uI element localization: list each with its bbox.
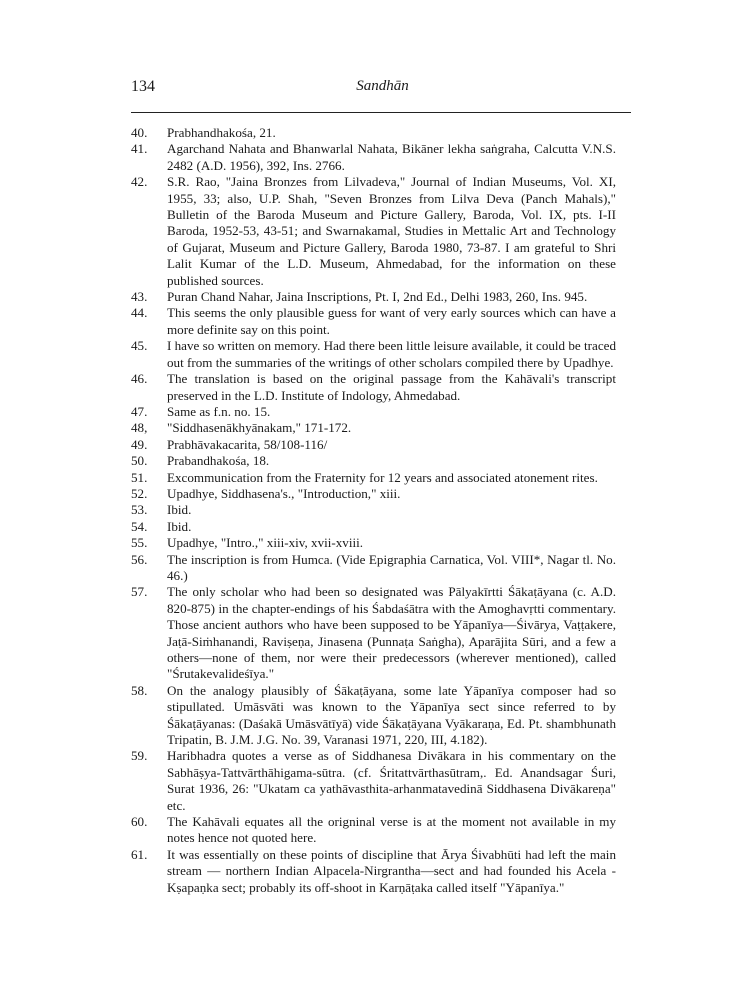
endnote-number: 40.	[131, 125, 148, 140]
endnote-item	[131, 847, 616, 896]
endnote-text: Prabandhakośa, 18.	[167, 453, 270, 469]
endnote-item	[131, 141, 616, 174]
running-title: Sandhān	[356, 78, 409, 94]
endnote-text: S.R. Rao, "Jaina Bronzes from Lilvadeva," Journal of Indian Museums, Vol. XI, 1955, 33; also, U.P. Shah, "Seven Bronzes from Lilva Deva (Panch Mahals)," Bulletin of the Baroda Museum and Picture Gallery, Baroda, Vol. IX, pts. I-II Baroda, 1952-53, 43-51; and Swarnakamal, Studies in Mettalic Art and Technology of Gujarat, Museum and Picture Gallery, Baroda 1980, 73-87. I am grateful to Shri Lalit Kumar of the L.D. Museum, Ahmedabad, for the information on these published sources.	[167, 174, 616, 288]
endnote-text: Haribhadra quotes a verse as of Siddhanesa Divākara in his commentary on the Sabhāṣya-Tattvārthāhigama-sūtra. (cf. Śritattvārthasūtram,. Ed. Anandsagar Śuri, Surat 1936, 26: "Ukatam ca yathāvasthita-arhanmatavedinā Siddhasena Divākareṇa" etc.	[167, 748, 616, 813]
endnote-number: 43.	[131, 289, 148, 305]
endnote-text: Agarchand Nahata and Bhanwarlal Nahata, Bikāner lekha saṅgraha, Calcutta V.N.S. 2482 (A.D. 1956), 392, Ins. 2766.	[167, 141, 616, 173]
endnote-text: Puran Chand Nahar, Jaina Inscriptions, Pt. I, 2nd Ed., Delhi 1983, 260, Ins. 945.	[167, 289, 588, 305]
endnote-text: The translation is based on the original passage from the Kahāvali's transcript preserved in the L.D. Institute of Indology, Ahmedabad.	[167, 371, 616, 403]
endnote-item	[131, 125, 616, 141]
endnote-text: Ibid.	[167, 502, 192, 518]
endnote-number: 61.	[131, 846, 148, 862]
endnote-item	[131, 420, 616, 436]
endnote-number: 58.	[131, 682, 148, 698]
endnote-item	[131, 453, 616, 469]
endnote-text: It was essentially on these points of discipline that Ārya Śivabhūti had left the main stream — northern Indian Alpacela-Nirgrantha—sect and had founded his Acela - Kṣapaṇka sect; probably its off-shoot in Karṇāṭaka called itself "Yāpanīya."	[167, 846, 616, 895]
endnote-number: 54.	[131, 518, 148, 534]
endnote-number: 42.	[131, 174, 148, 190]
endnote-number: 56.	[131, 551, 148, 567]
endnote-text: Upadhye, "Intro.," xiii-xiv, xvii-xviii.	[167, 535, 364, 551]
endnote-text: Same as f.n. no. 15.	[167, 403, 271, 419]
endnote-item	[131, 289, 616, 305]
endnote-item	[131, 502, 616, 518]
endnote-item	[131, 552, 616, 585]
endnote-number: 55.	[131, 535, 148, 551]
endnote-number: 59.	[131, 748, 148, 764]
endnote-number: 45.	[131, 338, 148, 354]
endnote-item	[131, 437, 616, 453]
endnote-text: This seems the only plausible guess for want of very early sources which can have a more definite say on this point.	[167, 305, 616, 337]
page-header	[131, 78, 634, 98]
endnote-number: 53.	[131, 502, 148, 518]
endnote-text: The inscription is from Humca. (Vide Epigraphia Carnatica, Vol. VIII*, Nagar tl. No. 46.)	[167, 551, 616, 583]
endnote-number: 51.	[131, 469, 148, 485]
endnotes-list	[131, 125, 616, 896]
endnote-item	[131, 486, 616, 502]
endnote-item	[131, 470, 616, 486]
endnote-text: The only scholar who had been so designated was Pālyakīrtti Śākaṭāyana (c. A.D. 820-875) in the chapter-endings of his Śabdaśātra with the Amoghavṛtti commentary. Those ancient authors who have been supposed to be Yāpanīya—Śivārya, Vaṭṭakere, Jaṭā-Siṁhanandi, Raviṣeṇa, Jinasena (Punnaṭa Saṅgha), Aparājita Sūri, and a few a others—none of them, nor were their predecessors (wherever mentioned), called "Śrutakevalideśīya."	[167, 584, 616, 682]
endnote-item	[131, 748, 616, 814]
endnote-text: Prabhāvakacarita, 58/108-116/	[167, 436, 328, 452]
endnote-item	[131, 305, 616, 338]
endnote-item	[131, 174, 616, 289]
endnote-item	[131, 371, 616, 404]
endnote-text: Excommunication from the Fraternity for 12 years and associated atonement rites.	[167, 469, 598, 485]
endnote-number: 57.	[131, 584, 148, 600]
endnote-item	[131, 338, 616, 371]
endnote-item	[131, 584, 616, 682]
endnote-item	[131, 535, 616, 551]
endnote-number: 50.	[131, 453, 148, 469]
endnote-text: On the analogy plausibly of Śākaṭāyana, some late Yāpanīya composer had so stipullated. Umāsvāti was known to the Yāpanīya sect since referred to by Śākaṭāyanas: (Daśakā Umāsvātīyā) vide Śākaṭāyana Vyākaraṇa, Ed. Pt. shambhunath Tripatin, B. J.M. J.G. No. 39, Varanasi 1971, 220, III, 4.182).	[167, 682, 616, 748]
endnote-text: Upadhye, Siddhasena's., "Introduction," xiii.	[167, 485, 401, 501]
endnote-number: 60.	[131, 814, 148, 830]
endnote-item	[131, 814, 616, 847]
endnote-text: I have so written on memory. Had there been little leisure available, it could be traced out from the summaries of the writings of other scholars compiled there by Upadhye.	[167, 338, 616, 370]
page-number: 134	[131, 78, 155, 95]
endnote-number: 49.	[131, 436, 148, 452]
endnote-number: 47.	[131, 403, 148, 419]
endnote-text: The Kahāvali equates all the origninal verse is at the moment not available in my notes hence not quoted here.	[167, 814, 616, 846]
endnote-number: 48,	[131, 420, 148, 436]
endnote-number: 44.	[131, 305, 148, 321]
endnote-item	[131, 683, 616, 749]
endnote-number: 41.	[131, 141, 148, 157]
header-rule	[131, 112, 631, 113]
endnote-item	[131, 519, 616, 535]
endnote-text: "Siddhasenākhyānakam," 171-172.	[167, 420, 352, 436]
endnote-number: 52.	[131, 485, 148, 501]
endnote-item	[131, 404, 616, 420]
endnote-number: 46.	[131, 371, 148, 387]
endnote-text: Prabhandhakośa, 21.	[167, 125, 276, 140]
endnote-text: Ibid.	[167, 518, 192, 534]
